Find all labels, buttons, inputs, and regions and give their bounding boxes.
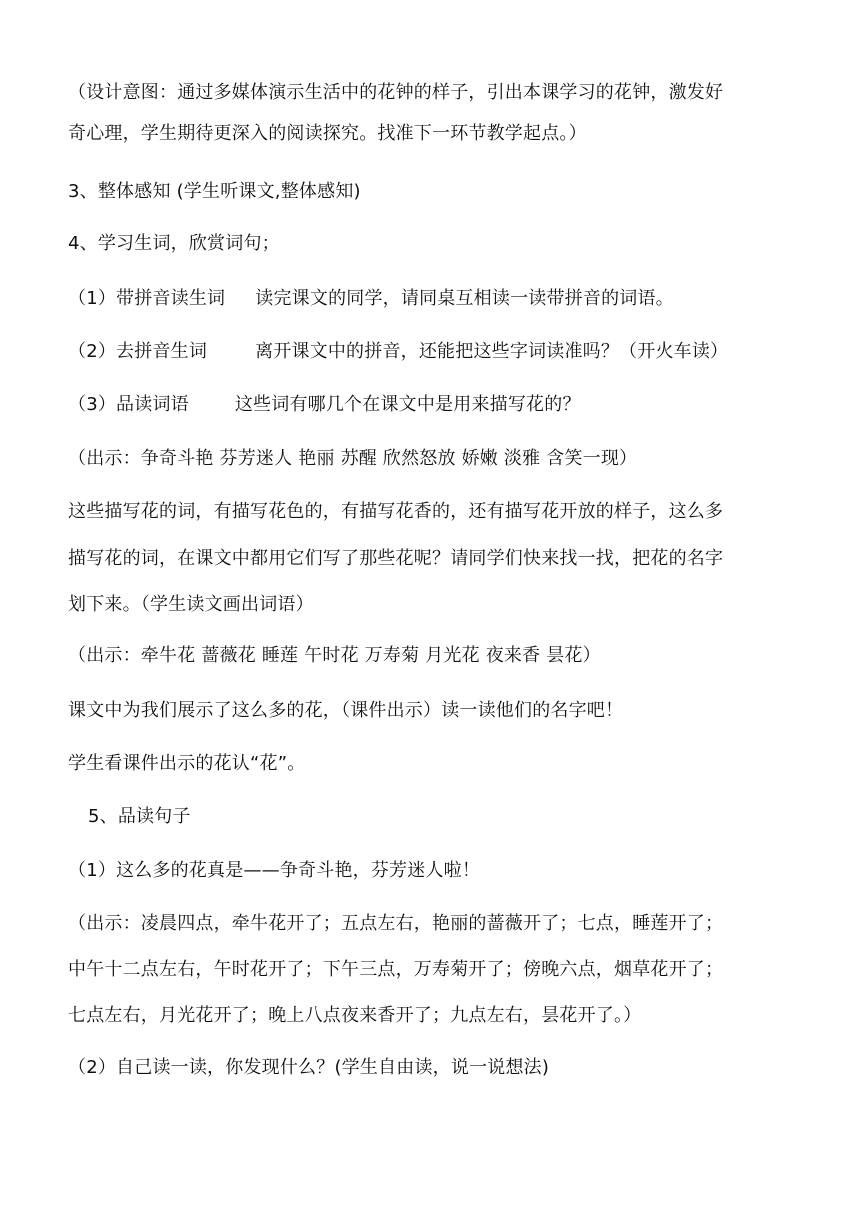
design-intent-line: 奇心理，学生期待更深入的阅读探究。找准下一环节教学起点。） xyxy=(68,123,587,144)
paragraph: 学生看课件出示的花认“花”。 xyxy=(68,753,306,774)
sub-item-label: （1）带拼音读生词 xyxy=(68,288,226,309)
step-3-heading: 3、整体感知 (学生听课文,整体感知) xyxy=(68,181,361,202)
design-intent-line: （设计意图：通过多媒体演示生活中的花钟的样子，引出本课学习的花钟，激发好 xyxy=(68,82,724,103)
paragraph-line: 这些描写花的词，有描写花色的，有描写花香的，还有描写花开放的样子，这么多 xyxy=(68,501,724,522)
step-5-show-line: （出示：凌晨四点，牵牛花开了；五点左右，艳丽的蔷薇开了；七点，睡莲开了； xyxy=(68,913,724,934)
sub-item-text: 读完课文的同学，请同桌互相读一读带拼音的词语。 xyxy=(255,288,674,309)
sub-item-label: （3）品读词语 xyxy=(68,394,189,415)
sub-item-text: 这些词有哪几个在课文中是用来描写花的？ xyxy=(234,394,581,415)
sub-item-label: （2）去拼音生词 xyxy=(68,341,208,362)
paragraph-line: 描写花的词，在课文中都用它们写了那些花呢？请同学们快来找一找，把花的名字 xyxy=(68,548,724,569)
step-5-item-2: （2）自己读一读，你发现什么？(学生自由读，说一说想法) xyxy=(68,1057,550,1078)
show-flowers: （出示：牵牛花 蔷薇花 睡莲 午时花 万寿菊 月光花 夜来香 昙花） xyxy=(68,645,601,666)
sub-item-3 xyxy=(68,392,808,418)
paragraph-line: 划下来。（学生读文画出词语） xyxy=(68,594,314,615)
show-words: （出示：争奇斗艳 芬芳迷人 艳丽 苏醒 欣然怒放 娇嫩 淡雅 含笑一现） xyxy=(68,448,638,469)
step-5-show-line: 七点左右，月光花开了；晚上八点夜来香开了；九点左右，昙花开了。） xyxy=(68,1005,642,1026)
step-5-item-1: （1）这么多的花真是——争奇斗艳，芬芳迷人啦！ xyxy=(68,860,481,881)
sub-item-text: 离开课文中的拼音，还能把这些字词读准吗？（开火车读） xyxy=(255,341,729,362)
paragraph: 课文中为我们展示了这么多的花，（课件出示）读一读他们的名字吧！ xyxy=(68,700,624,721)
step-5-heading: 5、品读句子 xyxy=(88,806,191,827)
step-4-heading: 4、学习生词，欣赏词句； xyxy=(68,233,280,254)
sub-item-2 xyxy=(68,339,808,365)
sub-item-1 xyxy=(68,286,808,312)
step-5-show-line: 中午十二点左右，午时花开了；下午三点，万寿菊开了；傍晚六点，烟草花开了； xyxy=(68,959,724,980)
